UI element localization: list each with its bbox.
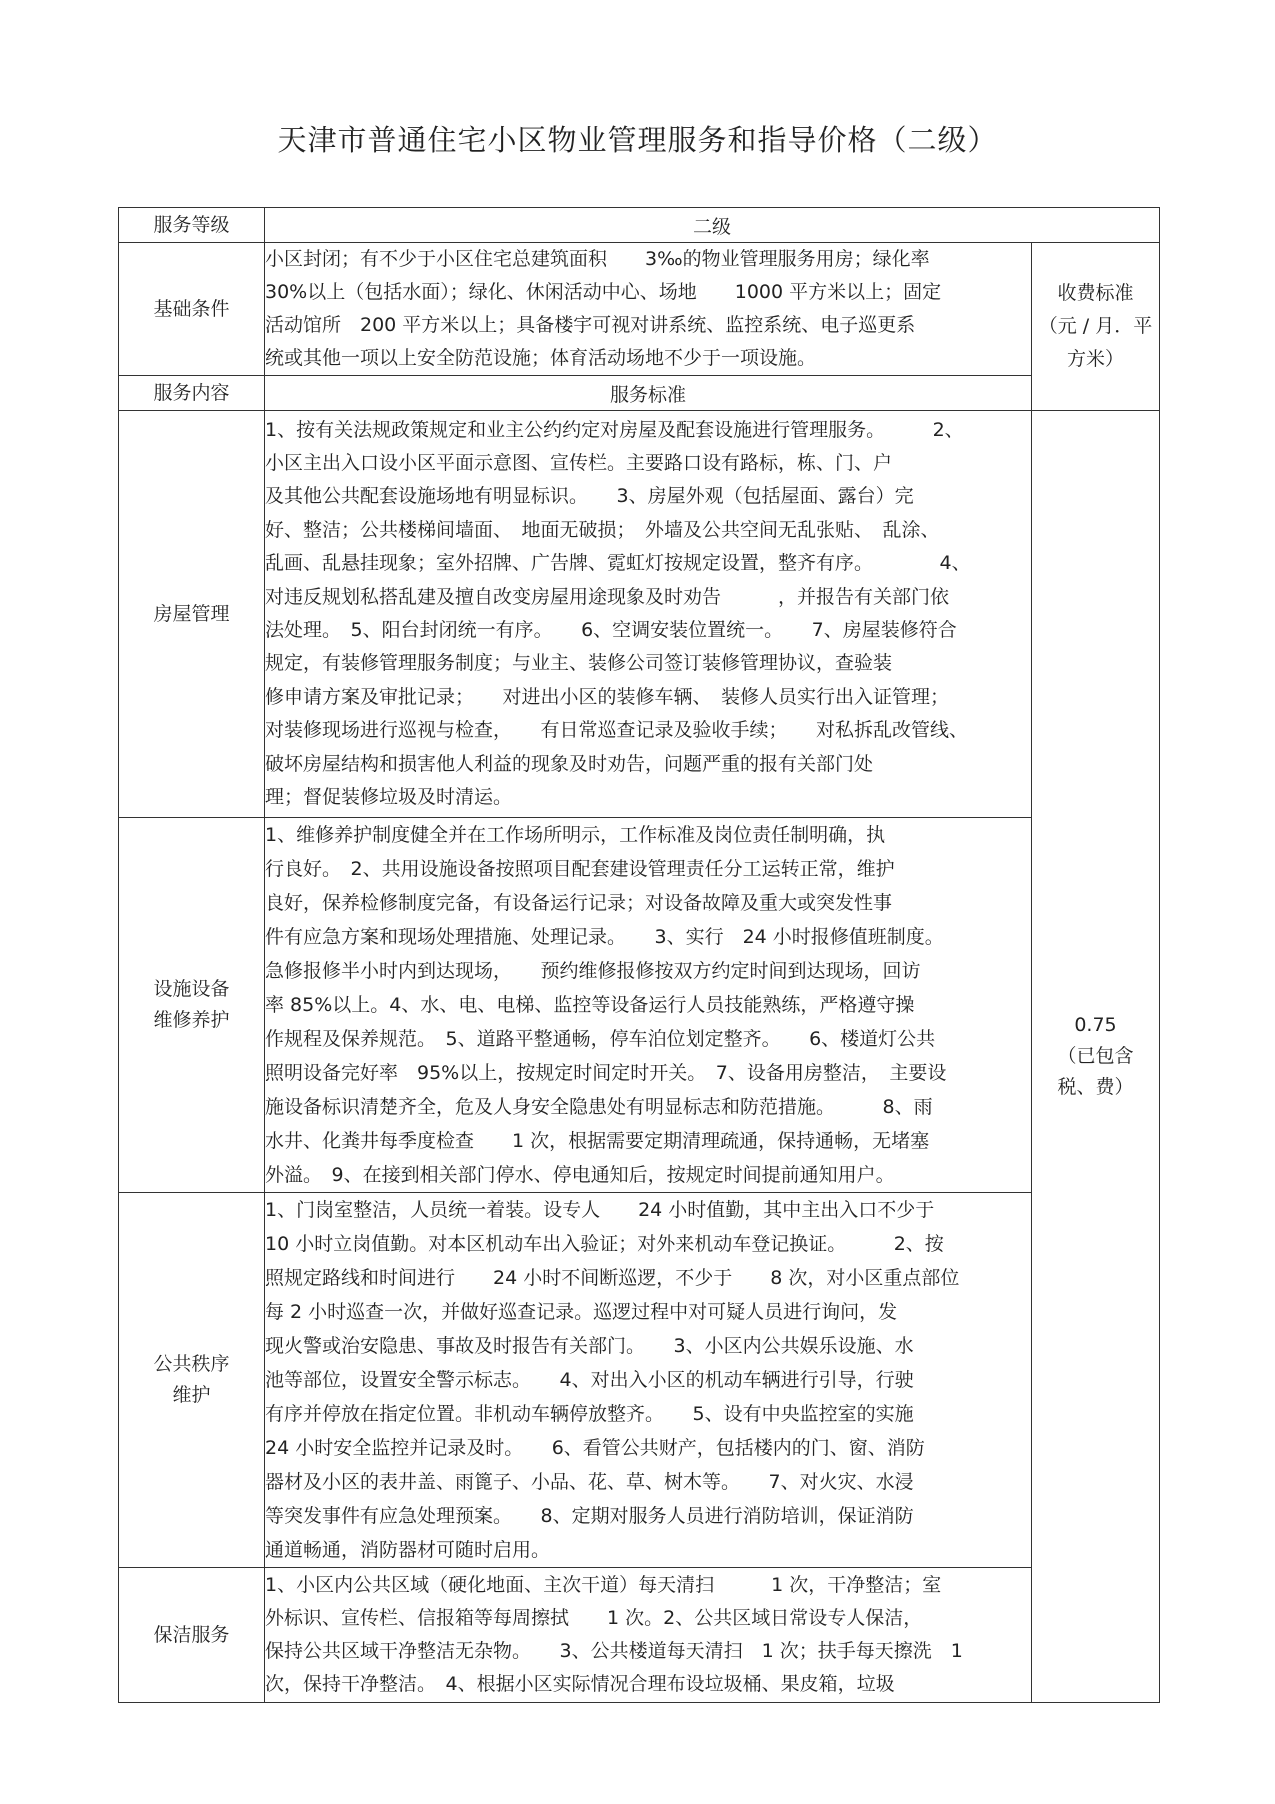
housing-management-text: 1、按有关法规政策规定和业主公约约定对房屋及配套设施进行管理服务。 2、 小区主出入口设小区平面示意图、宣传栏。主要路口设有路标，栋、门、户 及其他公共配套设施场地有明显标识。 3、房屋外观（包括屋面、露台）完 好、整洁；公共楼梯间墙面、 地面无破损； 外墙及公共空间无乱张贴、 乱涂、 乱画、乱悬挂现象；室外招牌、广告牌、霓虹灯按规定设置，整齐有序。 4、 对违反规划私搭乱建及擅自改变房屋用途现象及时劝告 ，并报告有关部门依 法处理。 5、阳台封闭统一有序。 6、空调安装位置统一。 7、房屋装修符合 规定，有装修管理服务制度；与业主、装修公司签订装修管理协议，查验装 修申请方案及审批记录； 对进出小区的装修车辆、 装修人员实行出入证管理； 对装修现场进行巡视与检查， 有日常巡查记录及验收手续； 对私拆乱改管线、 破坏房屋结构和损害他人利益的现象及时劝告，问题严重的报有关部门处 理；督促装修垃圾及时清运。: [265, 411, 1032, 818]
cleaning-service-text: 1、小区内公共区域（硬化地面、主次干道）每天清扫 1 次，干净整洁；室 外标识、宣传栏、信报箱等每周擦拭 1 次。2、公共区域日常设专人保洁， 保持公共区域干净整洁无杂物。 3、公共楼道每天清扫 1 次；扶手每天擦洗 1 次，保持干净整洁。 4、根据小区实际情况合理布设垃圾桶、果皮箱，垃圾: [265, 1568, 1032, 1703]
page-title: 天津市普通住宅小区物业管理服务和指导价格（二级）: [277, 123, 998, 157]
facility-maintenance-text: 1、维修养护制度健全并在工作场所明示，工作标准及岗位责任制明确，执 行良好。 2、共用设施设备按照项目配套建设管理责任分工运转正常，维护 良好，保养检修制度完备，有设备运行记录；对设备故障及重大或突发性事 件有应急方案和现场处理措施、处理记录。 3、实行 24 小时报修值班制度。 急修报修半小时内到达现场， 预约维修报修按双方约定时间到达现场，回访 率 85%以上。4、水、电、电梯、监控等设备运行人员技能熟练，严格遵守操 作规程及保养规范。 5、道路平整通畅，停车泊位划定整齐。 6、楼道灯公共 照明设备完好率 95%以上，按规定时间定时开关。 7、设备用房整洁， 主要设 施设备标识清楚齐全，危及人身安全隐患处有明显标志和防范措施。 8、雨 水井、化粪井每季度检查 1 次，根据需要定期清理疏通，保持通畅，无堵塞 外溢。 9、在接到相关部门停水、停电通知后，按规定时间提前通知用户。: [265, 818, 1032, 1193]
housing-management-label: 房屋管理: [119, 411, 265, 818]
service-standard-table: [118, 207, 1160, 1703]
table-row: [119, 1193, 1160, 1568]
table-row: [119, 818, 1160, 1193]
facility-maintenance-label: 设施设备 维修养护: [119, 818, 265, 1193]
service-level-row: [119, 208, 1160, 243]
service-content-label: 服务内容: [119, 376, 265, 411]
service-level-value: 二级: [265, 208, 1160, 243]
table-row: [119, 411, 1160, 818]
fee-standard-header: 收费标准 （元 / 月．平 方米）: [1032, 243, 1160, 411]
basic-conditions-label: 基础条件: [119, 243, 265, 376]
basic-conditions-text: 小区封闭；有不少于小区住宅总建筑面积 3‰的物业管理服务用房；绿化率 30%以上（包括水面）；绿化、休闲活动中心、场地 1000 平方米以上；固定 活动馆所 200 平方米以上；具备楼宇可视对讲系统、监控系统、电子巡更系 统或其他一项以上安全防范设施；体育活动场地不少于一项设施。: [265, 243, 1032, 376]
table-row: [119, 1568, 1160, 1703]
cleaning-service-label: 保洁服务: [119, 1568, 265, 1703]
public-order-label: 公共秩序 维护: [119, 1193, 265, 1568]
service-level-label: 服务等级: [119, 208, 265, 243]
basic-conditions-row: [119, 243, 1160, 376]
service-content-row: [119, 376, 1160, 411]
service-standard-label: 服务标准: [265, 376, 1032, 411]
public-order-text: 1、门岗室整洁，人员统一着装。设专人 24 小时值勤，其中主出入口不少于 10 小时立岗值勤。对本区机动车出入验证；对外来机动车登记换证。 2、按 照规定路线和时间进行 24 小时不间断巡逻，不少于 8 次，对小区重点部位 每 2 小时巡查一次，并做好巡查记录。巡逻过程中对可疑人员进行询问，发 现火警或治安隐患、事故及时报告有关部门。 3、小区内公共娱乐设施、水 池等部位，设置安全警示标志。 4、对出入小区的机动车辆进行引导，行驶 有序并停放在指定位置。非机动车辆停放整齐。 5、设有中央监控室的实施 24 小时安全监控并记录及时。 6、看管公共财产，包括楼内的门、窗、消防 器材及小区的表井盖、雨篦子、小品、花、草、树木等。 7、对火灾、水浸 等突发事件有应急处理预案。 8、定期对服务人员进行消防培训，保证消防 通道畅通，消防器材可随时启用。: [265, 1193, 1032, 1568]
price-value: 0.75 （已包含 税、费）: [1032, 411, 1160, 1703]
